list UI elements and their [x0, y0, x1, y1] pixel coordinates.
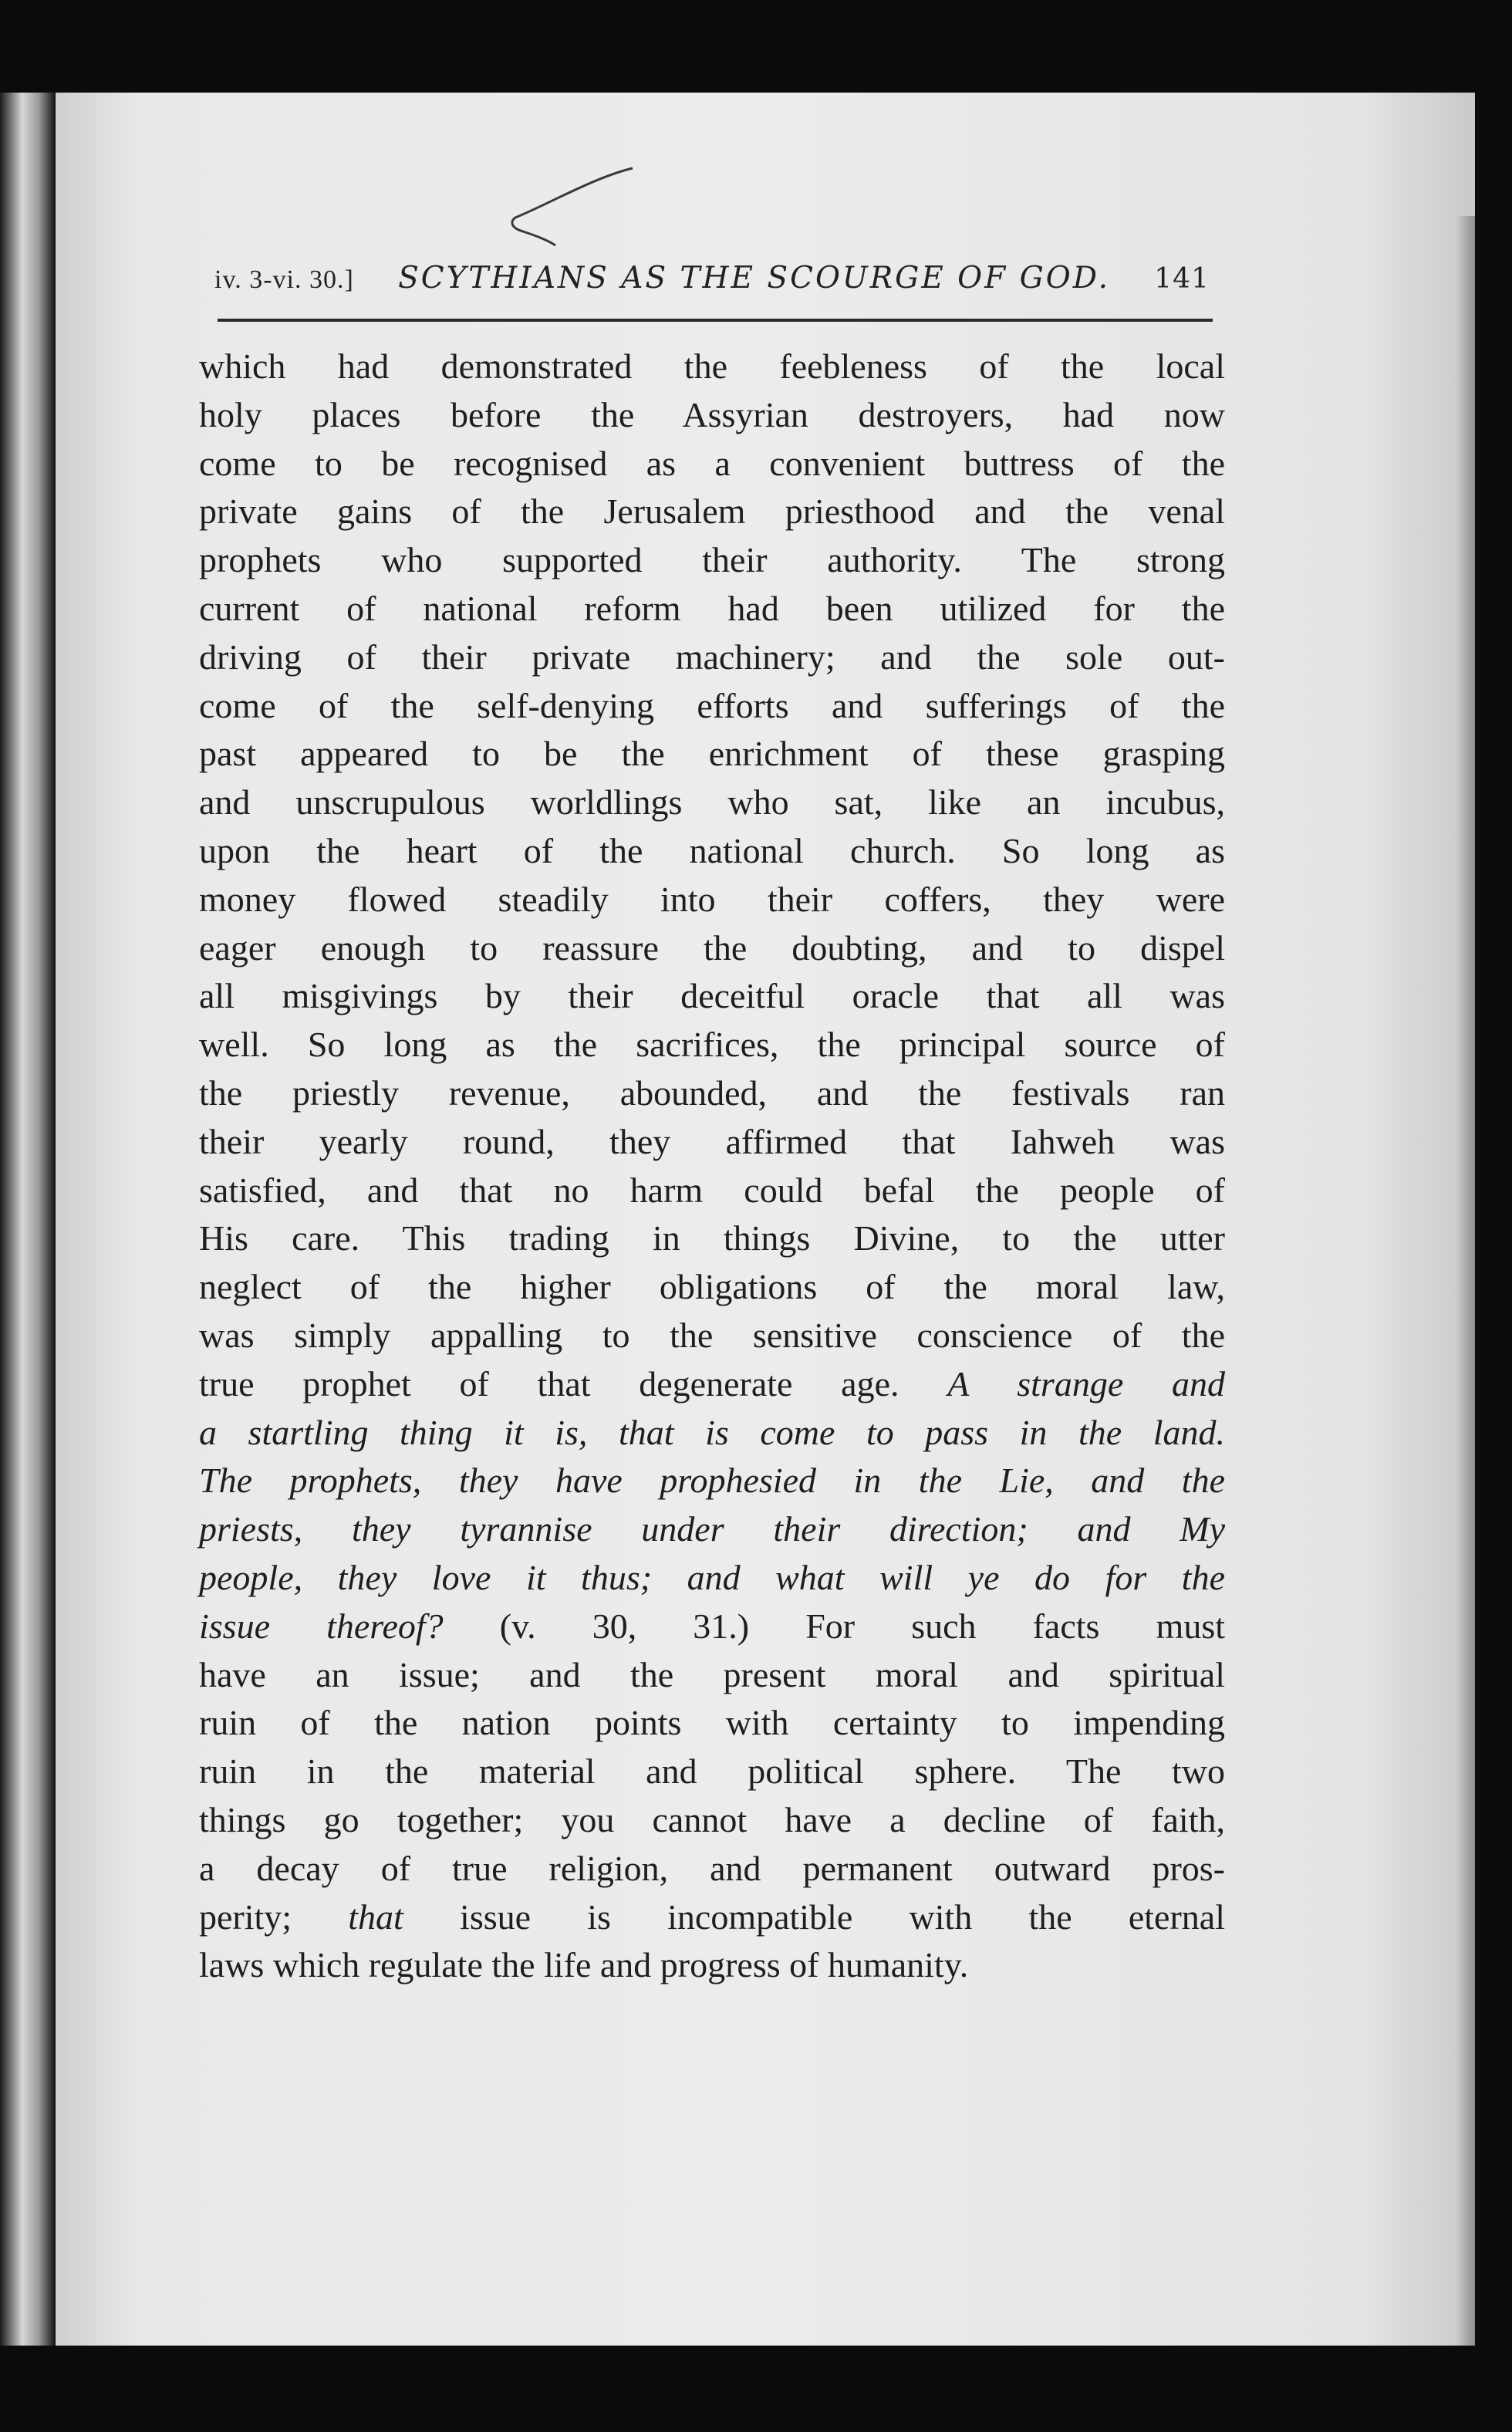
- text-segment: neglect of the higher obligations of the moral law,: [199, 1267, 1225, 1307]
- text-line: [199, 1263, 1225, 1312]
- header-rule: [218, 319, 1213, 322]
- text-segment: their yearly round, they affirmed that Iahweh was: [199, 1121, 1225, 1161]
- text-line: [199, 1505, 1225, 1554]
- text-line: [199, 730, 1225, 779]
- text-segment: perity;: [199, 1897, 349, 1937]
- text-segment: the priestly revenue, abounded, and the festivals ran: [199, 1072, 1225, 1113]
- text-line: [199, 1214, 1225, 1263]
- text-segment: well. So long as the sacrifices, the principal source of: [199, 1025, 1225, 1065]
- text-segment: ruin in the material and political sphere. The two: [199, 1751, 1225, 1792]
- text-segment: things go together; you cannot have a decline of faith,: [199, 1799, 1225, 1839]
- text-line: [199, 876, 1225, 924]
- text-segment: private gains of the Jerusalem priesthood and the venal: [199, 491, 1225, 532]
- text-line: [199, 1748, 1225, 1796]
- text-line: [199, 1409, 1225, 1458]
- running-title: SCYTHIANS AS THE SCOURGE OF GOD.: [398, 261, 1111, 296]
- text-line: [199, 1554, 1225, 1603]
- text-line: [199, 1457, 1225, 1505]
- text-line: [199, 972, 1225, 1021]
- page-number: 141: [1154, 263, 1210, 295]
- text-segment: upon the heart of the national church. So long as: [199, 830, 1225, 870]
- italic-text: priests, they tyrannise under their direction; and My: [199, 1509, 1225, 1549]
- text-segment: past appeared to be the enrichment of these grasping: [199, 734, 1225, 774]
- text-line: [199, 343, 1225, 391]
- text-line: [199, 1845, 1225, 1893]
- text-segment: come to be recognised as a convenient buttress of the: [199, 443, 1225, 483]
- text-line: [199, 1069, 1225, 1118]
- text-segment: holy places before the Assyrian destroyers, had now: [199, 394, 1225, 434]
- chapter-reference: iv. 3-vi. 30.]: [214, 265, 354, 294]
- text-line: [199, 1699, 1225, 1748]
- text-segment: issue is incompatible with the eternal: [403, 1897, 1225, 1937]
- text-line: [199, 779, 1225, 827]
- text-segment: a decay of true religion, and permanent outward pros-: [199, 1848, 1225, 1888]
- text-segment: money flowed steadily into their coffers, they were: [199, 879, 1225, 919]
- text-segment: ruin of the nation points with certainty to impending: [199, 1703, 1225, 1743]
- text-line: [199, 488, 1225, 536]
- text-segment: and unscrupulous worldlings who sat, like an incubus,: [199, 782, 1225, 822]
- text-segment: (v. 30, 31.) For such facts must: [443, 1606, 1225, 1646]
- text-segment: eager enough to reassure the doubting, and to dispel: [199, 927, 1225, 968]
- text-line: [199, 1603, 1225, 1651]
- running-head: [214, 261, 1210, 296]
- text-line: [199, 391, 1225, 440]
- text-line: [199, 1941, 1225, 1990]
- text-segment: was simply appalling to the sensitive conscience of the: [199, 1315, 1225, 1355]
- text-segment: His care. This trading in things Divine, to the utter: [199, 1218, 1225, 1258]
- text-line: [199, 1893, 1225, 1942]
- text-segment: laws which regulate the life and progress of humanity.: [199, 1945, 969, 1985]
- text-line: [199, 924, 1225, 973]
- text-line: [199, 1651, 1225, 1700]
- text-line: [199, 536, 1225, 585]
- text-segment: come of the self-denying efforts and sufferings of the: [199, 685, 1225, 725]
- text-segment: which had demonstrated the feebleness of the local: [199, 346, 1225, 386]
- text-segment: true prophet of that degenerate age.: [199, 1363, 948, 1403]
- body-text: [199, 343, 1225, 1990]
- text-line: [199, 1167, 1225, 1215]
- pencil-mark: [455, 162, 656, 247]
- text-line: [199, 1312, 1225, 1360]
- text-line: [199, 585, 1225, 633]
- text-line: [199, 1021, 1225, 1069]
- italic-text: a startling thing it is, that is come to pass in the land.: [199, 1412, 1225, 1452]
- italic-text: people, they love it thus; and what will ye do for the: [199, 1557, 1225, 1597]
- text-segment: driving of their private machinery; and the sole out-: [199, 637, 1225, 677]
- italic-text: The prophets, they have prophesied in the Lie, and the: [199, 1461, 1225, 1501]
- text-line: [199, 440, 1225, 488]
- text-line: [199, 633, 1225, 682]
- text-segment: prophets who supported their authority. The strong: [199, 540, 1225, 580]
- text-line: [199, 1118, 1225, 1167]
- text-segment: have an issue; and the present moral and spiritual: [199, 1654, 1225, 1694]
- text-line: [199, 827, 1225, 876]
- text-line: [199, 682, 1225, 731]
- page-edge: [1455, 216, 1475, 2346]
- text-segment: all misgivings by their deceitful oracle that all was: [199, 976, 1225, 1016]
- book-spine: [0, 93, 56, 2346]
- italic-text: A strange and: [947, 1363, 1225, 1403]
- text-line: [199, 1796, 1225, 1845]
- italic-text: that: [348, 1897, 403, 1937]
- text-segment: current of national reform had been utilized for the: [199, 588, 1225, 628]
- italic-text: issue thereof?: [199, 1606, 444, 1646]
- text-segment: satisfied, and that no harm could befal the people of: [199, 1170, 1225, 1210]
- text-line: [199, 1360, 1225, 1409]
